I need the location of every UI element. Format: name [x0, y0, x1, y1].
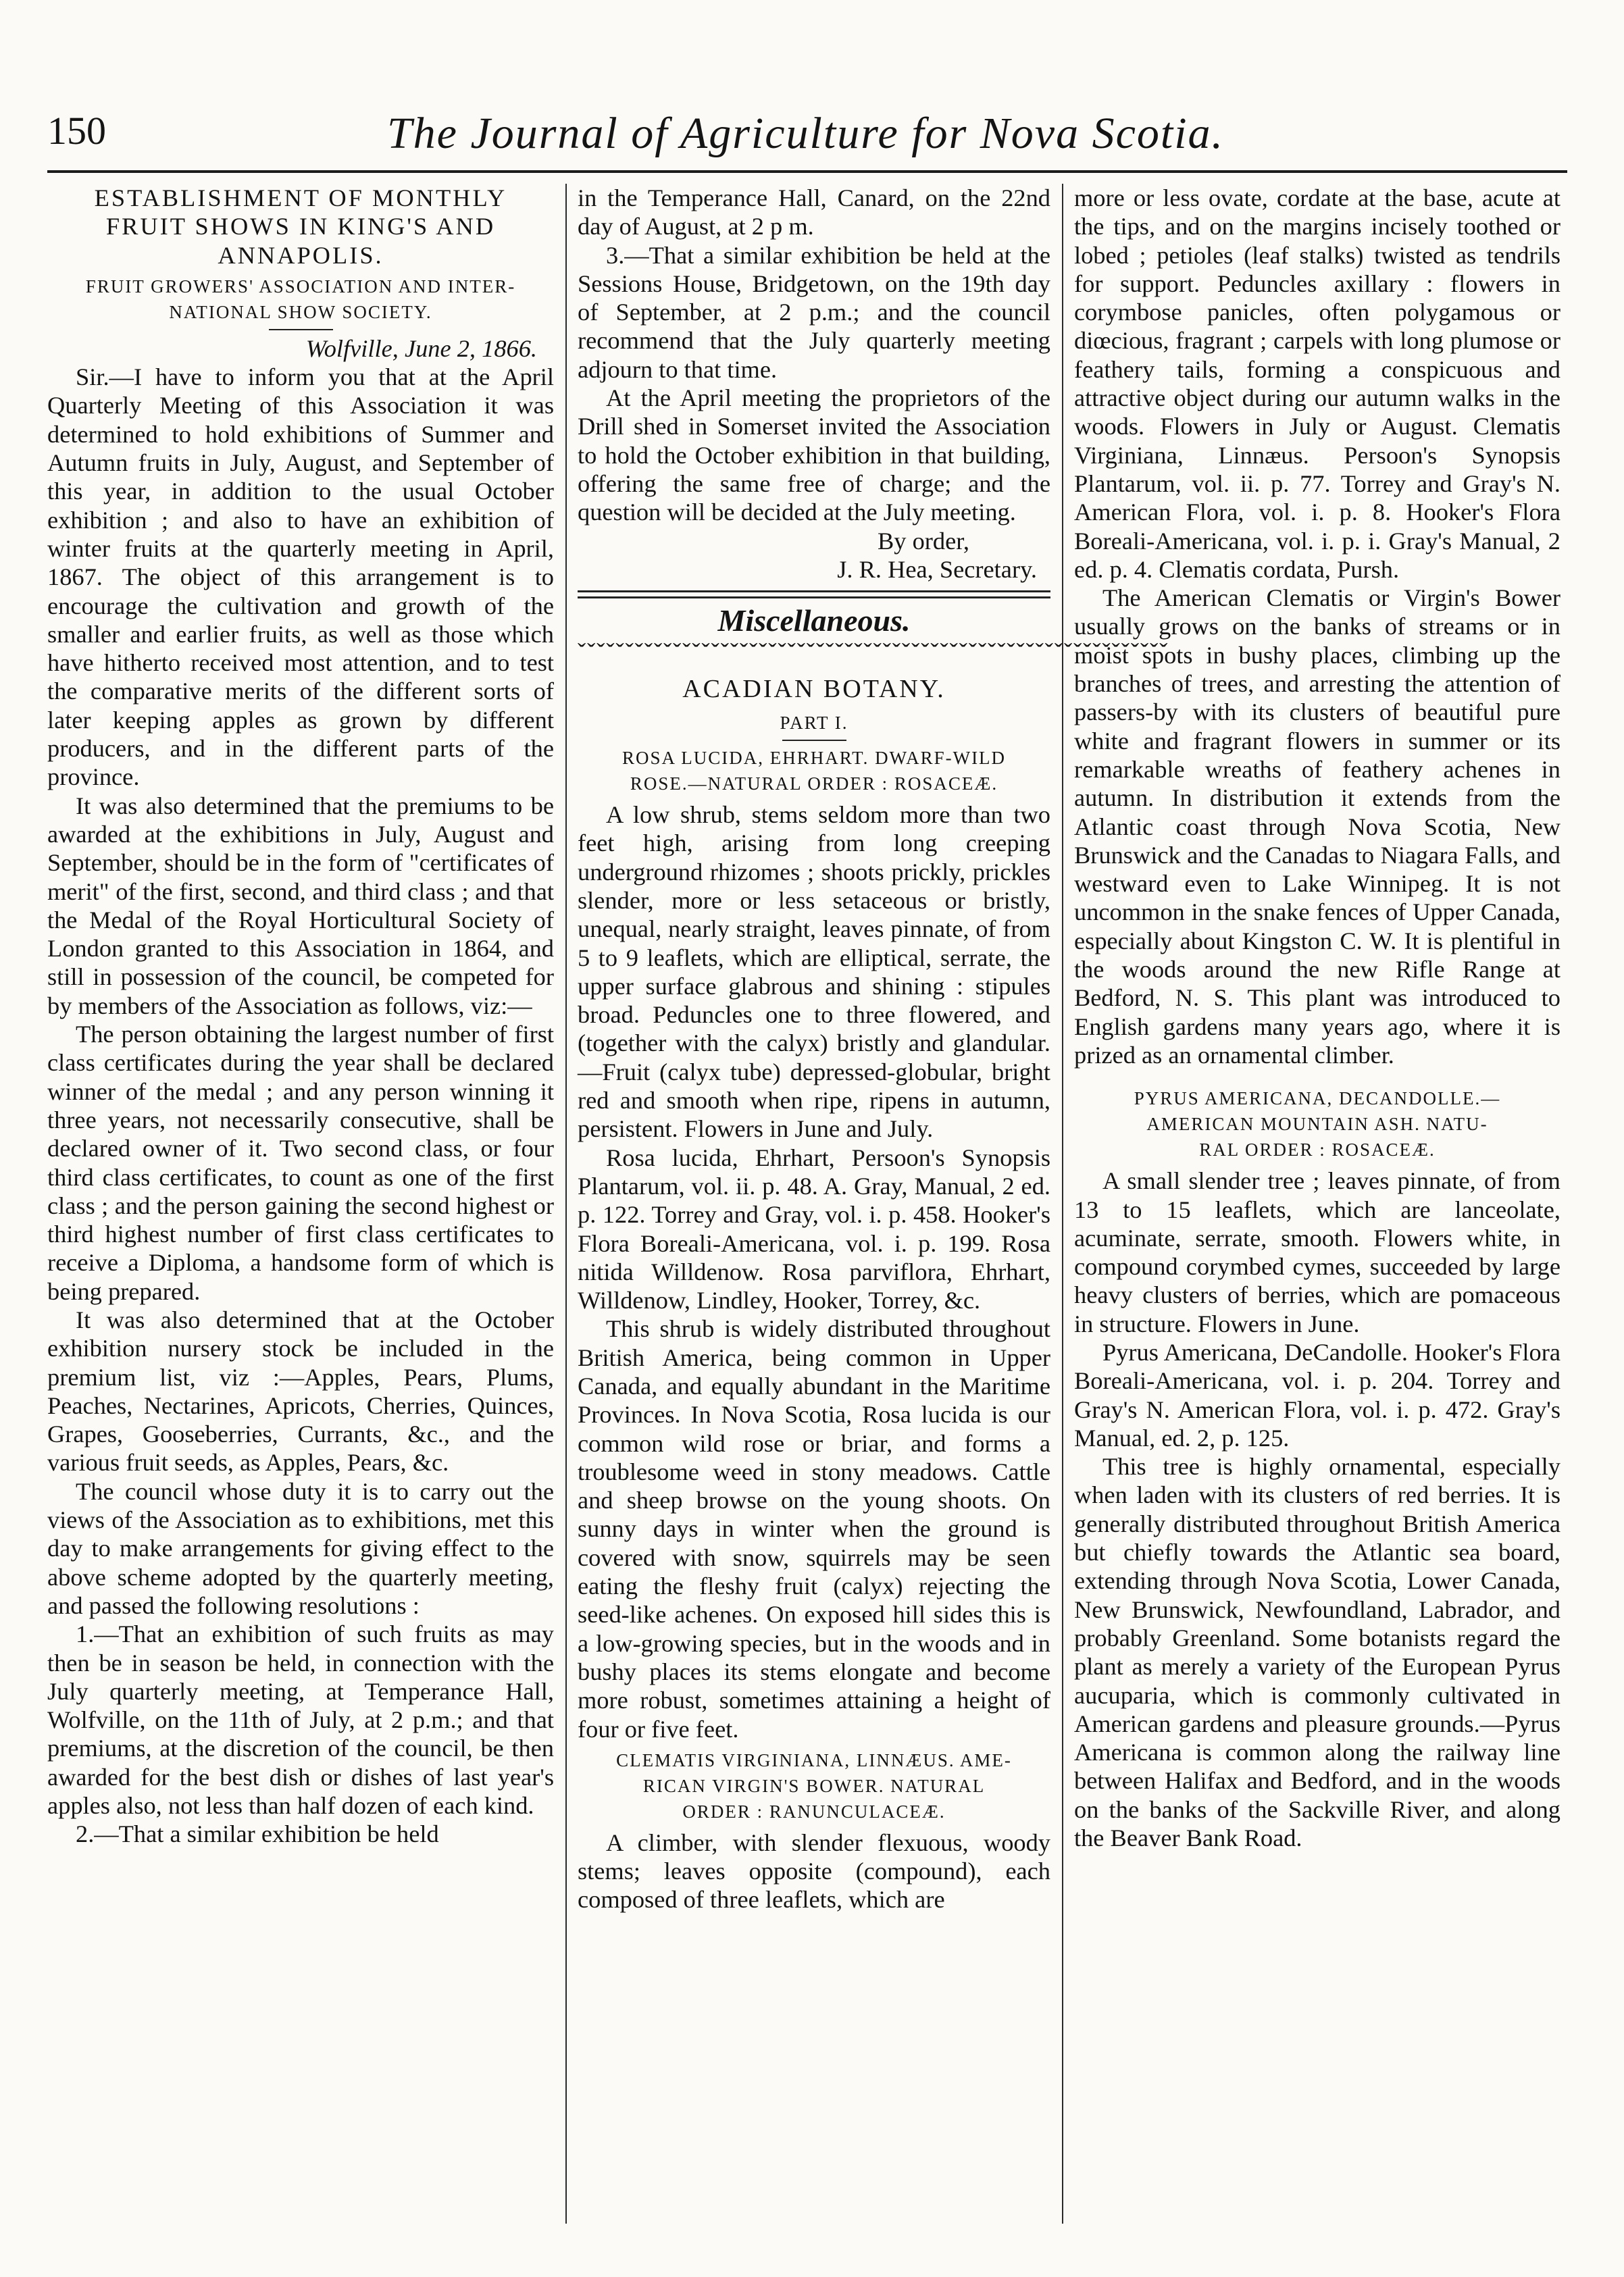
- species-heading: [1074, 1085, 1560, 1162]
- ornament-rule: ˇˇˇˇˇˇˇˇˇˇˇˇˇˇˇˇˇˇˇˇˇˇˇˇˇˇˇˇˇˇˇˇˇˇˇˇˇˇˇˇˇˇˇˇˇˇˇˇˇˇˇˇˇˇˇˇˇˇˇˇˇˇ: [578, 638, 1169, 666]
- paragraph: 2.—That a similar exhibition be held: [76, 1820, 439, 1848]
- signature-line: By order,: [878, 527, 969, 555]
- article-title-line: ANNAPOLIS.: [218, 241, 384, 269]
- short-rule: [269, 329, 333, 330]
- article-title: ACADIAN BOTANY.: [682, 674, 946, 703]
- species-heading: [578, 745, 1050, 796]
- paragraph: A climber, with slender flexuous, woody stems; leaves opposite (compound), each composed of three leaflets, which are: [578, 1828, 1050, 1914]
- paragraph: A low shrub, stems seldom more than two feet high, arising from long creeping underground rhizomes ; shoots prickly, prickles slender, more or less setaceous or bristly, unequal, nearly straight, leaves pinnate, of from 5 to 9 leaflets, which are elliptical, serrate, the upper surface glabrous and shining : stipules broad. Peduncles one to three flowered, and (together with the calyx) bristly and glandular.—Fruit (calyx tube) depressed-globular, bright red and smooth when ripe, ripens in autumn, persistent. Flowers in June and July.: [578, 801, 1050, 1143]
- paragraph: A small slender tree ; leaves pinnate, of from 13 to 15 leaflets, which are lanceolate, acuminate, serrate, smooth. Flowers white, in compound corymbed cymes, succeeded by large heavy clusters of berries, which are pomaceous in structure. Flowers in June.: [1074, 1167, 1560, 1337]
- paragraph: Sir.—I have to inform you that at the April Quarterly Meeting of this Association it was determined to hold exhibitions of Summer and Autumn fruits in July, August, and September of this year, in addition to the usual October exhibition ; and also to have an exhibition of winter fruits at the quarterly meeting in April, 1867. The object of this arrangement is to encourage the cultivation and growth of the smaller and earlier fruits, as well as those which have hitherto received most attention, and to test the comparative merits of the different sorts of later keeping apples as grown by different producers, and in the different parts of the province.: [47, 363, 554, 791]
- species-heading-line: PYRUS AMERICANA, DECANDOLLE.—: [1134, 1088, 1501, 1109]
- column-rule-2: [1062, 184, 1063, 2224]
- page-header: [47, 108, 1564, 169]
- paragraph: The American Clematis or Virgin's Bower usually grows on the banks of streams or in moist spots in bushy places, climbing up the branches of trees, and arresting the attention of passers-by with its clusters of beautiful pure white and fragrant flowers in summer or its remarkable wreaths of feathery achenes in autumn. In distribution it extends from the Atlantic coast through Nova Scotia, New Brunswick and the Canadas to Niagara Falls, and westward even to Lake Winnipeg. It is not uncommon in the snake fences of Upper Canada, especially about Kingston C. W. It is plentiful in the woods around the new Rifle Range at Bedford, N. S. This plant was introduced to English gardens many years ago, where it is prized as an ornamental climber.: [1074, 584, 1560, 1069]
- article-subtitle: [47, 274, 554, 325]
- paragraph: This shrub is widely distributed throughout British America, being common in Upper Canada, and equally abundant in the Maritime Provinces. In Nova Scotia, Rosa lucida is our common wild rose or briar, and forms a troublesome weed in stony meadows. Cattle and sheep browse on the young shoots. On sunny days in winter when the ground is covered with snow, squirrels may be seen eating the fleshy fruit (calyx) rejecting the seed-like achenes. On exposed hill sides this is a low-growing species, but in the woods and in bushy places its stems elongate and become more robust, sometimes attaining a height of four or five feet.: [578, 1315, 1050, 1743]
- double-rule: [578, 590, 1050, 598]
- part-label: PART I.: [780, 713, 848, 734]
- species-heading-line: ORDER : RANUNCULACEÆ.: [682, 1801, 946, 1822]
- species-heading-line: RICAN VIRGIN'S BOWER. NATURAL: [642, 1775, 986, 1796]
- article-title-line: ESTABLISHMENT OF MONTHLY: [94, 184, 507, 211]
- section-heading: Miscellaneous.: [717, 603, 911, 638]
- species-heading-line: AMERICAN MOUNTAIN ASH. NATU-: [1146, 1114, 1488, 1135]
- paragraph: The council whose duty it is to carry out the views of the Association as to exhibitions, met this day to make arrangements for giving effect to the above scheme adopted by the quarterly meeting, and passed the following resolutions :: [47, 1477, 554, 1619]
- paragraph: This tree is highly ornamental, especially when laden with its clusters of red berries. It is generally distributed throughout British America but chiefly towards the Atlantic sea board, extending through Nova Scotia, Lower Canada, New Brunswick, Newfoundland, Labrador, and probably Greenland. Some botanists regard the plant as merely a variety of the European Pyrus aucuparia, which is commonly cultivated in American gardens and pleasure grounds.—Pyrus Americana is common along the railway line between Halifax and Bedford, and in the woods on the banks of the Sackville River, and along the Beaver Bank Road.: [1074, 1453, 1560, 1852]
- column-2: [578, 184, 1169, 2224]
- column-rule-1: [565, 184, 567, 2224]
- species-heading-line: RAL ORDER : ROSACEÆ.: [1199, 1140, 1436, 1160]
- paragraph: 1.—That an exhibition of such fruits as may then be in season be held, in connection with the July quarterly meeting, at Temperance Hall, Wolfville, on the 11th of July, at 2 p.m.; and that premiums, at the discretion of the council, be then awarded for the best dish or dishes of last year's apples also, not less than half dozen of each kind.: [47, 1620, 554, 1820]
- running-head: The Journal of Agriculture for Nova Scotia.: [386, 109, 1225, 158]
- article-subtitle-line: NATIONAL SHOW SOCIETY.: [169, 301, 432, 322]
- page-number: 150: [47, 109, 106, 153]
- column-1: [47, 184, 554, 2224]
- signature-name: J. R. Hea, Secretary.: [837, 555, 1037, 583]
- species-heading-line: ROSA LUCIDA, EHRHART. DWARF-WILD: [621, 748, 1007, 769]
- species-heading-line: CLEMATIS VIRGINIANA, LINNÆUS. AME-: [616, 1749, 1012, 1770]
- paragraph: Pyrus Americana, DeCandolle. Hooker's Flora Boreali-Americana, vol. i. p. 204. Torrey and Gray's N. American Flora, vol. i. p. 472. Gray's Manual, ed. 2, p. 125.: [1074, 1338, 1560, 1452]
- paragraph: It was also determined that at the October exhibition nursery stock be included in the premium list, viz :—Apples, Pears, Plums, Peaches, Nectarines, Apricots, Cherries, Quinces, Grapes, Gooseberries, Currants, &c., and the various fruit seeds, as Apples, Pears, &c.: [47, 1306, 554, 1477]
- paragraph: It was also determined that the premiums to be awarded at the exhibitions in July, August and September, should be in the form of "certificates of merit" of the first, second, and third class ; and that the Medal of the Royal Horticultural Society of London granted to this Association in 1864, and still in possession of the council, be competed for by members of the Association as follows, viz:—: [47, 792, 554, 1019]
- header-rule: [47, 170, 1567, 173]
- article-subtitle-line: FRUIT GROWERS' ASSOCIATION AND INTER-: [85, 276, 516, 297]
- paragraph: The person obtaining the largest number of first class certificates during the year shall be declared winner of the medal ; and any person winning it three years, not necessarily consecutive, shall be declared owner of it. Two second class, or four third class certificates, to count as one of the first class ; and the person gaining the second highest or third highest number of first class certificates to receive a Diploma, a handsome form of which is being prepared.: [47, 1021, 554, 1305]
- column-3: [1074, 184, 1560, 2224]
- paragraph: Rosa lucida, Ehrhart, Persoon's Synopsis Plantarum, vol. ii. p. 48. A. Gray, Manual, 2 ed. p. 122. Torrey and Gray, vol. i. p. 458. Hooker's Flora Boreali-Americana, vol. i. p. 199. Rosa nitida Willdenow. Rosa parviflora, Ehrhart, Willdenow, Lindley, Hooker, Torrey, &c.: [578, 1144, 1050, 1314]
- species-heading-line: ROSE.—NATURAL ORDER : ROSACEÆ.: [630, 773, 998, 794]
- spacer: [1074, 1069, 1560, 1081]
- article-title-line: FRUIT SHOWS IN KING'S AND: [105, 213, 496, 240]
- paragraph: in the Temperance Hall, Canard, on the 22nd day of August, at 2 p m.: [578, 184, 1050, 240]
- paragraph: At the April meeting the proprietors of the Drill shed in Somerset invited the Association to hold the October exhibition in that building, offering the same free of charge; and the question will be decided at the July meeting.: [578, 384, 1050, 526]
- paragraph: more or less ovate, cordate at the base, acute at the tips, and on the margins incisely toothed or lobed ; petioles (leaf stalks) twisted as tendrils for support. Peduncles axillary : flowers in corymbose panicles, often polygamous or diœcious, fragrant ; carpels with long plumose or feathery tails, forming a conspicuous and attractive object during our autumn walks in the woods. Flowers in July or August. Clematis Virginiana, Linnæus. Persoon's Synopsis Plantarum, vol. ii. p. 77. Torrey and Gray's N. American Flora, vol. i. p. 8. Hooker's Flora Boreali-Americana, vol. i. p. i. Gray's Manual, 2 ed. p. 4. Clematis cordata, Pursh.: [1074, 184, 1560, 583]
- species-heading: [578, 1747, 1050, 1824]
- paragraph: 3.—That a similar exhibition be held at the Sessions House, Bridgetown, on the 19th day of September, at 2 p.m.; and the council recommend that the July quarterly meeting adjourn to that time.: [578, 241, 1050, 383]
- dateline: Wolfville, June 2, 1866.: [305, 334, 537, 362]
- short-rule: [782, 740, 846, 741]
